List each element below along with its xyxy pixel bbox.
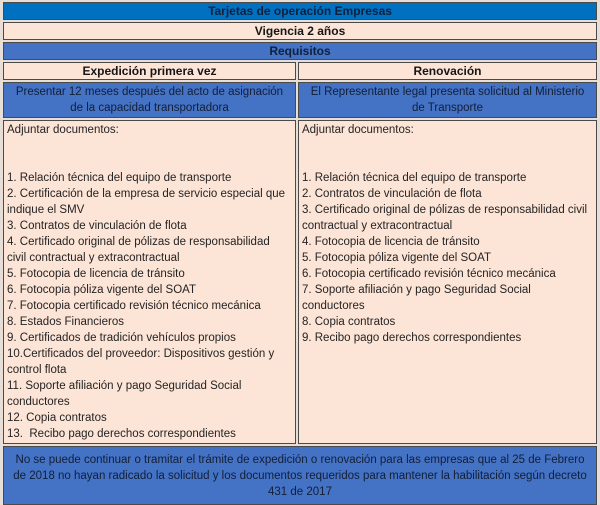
footer-row [3,446,597,505]
document-item: 2. Contratos de vinculación de flota [301,188,482,200]
document-item: 9. Recibo pago derechos correspondientes [301,332,522,344]
spacer [7,138,292,170]
document-item: 4. Fotocopia de licencia de tránsito [301,236,480,248]
document-item: 1. Relación técnica del equipo de transporte [301,172,527,184]
document-item: 9. Certificados de tradición vehículos propios [7,332,236,344]
document-item: 4. Certificado original de pólizas de responsabilidad civil contractual y extracontractual [7,236,273,264]
description-row [3,82,597,118]
column-headers-row [3,62,597,80]
document-item: 13. Recibo pago derechos correspondientes [7,428,236,440]
spacer [302,138,593,170]
description-expedicion: Presentar 12 meses después del acto de asignación de la capacidad transportadora [3,82,296,118]
document-item: 7. Fotocopia certificado revisión técnico mecánica [7,300,261,312]
requirements-label: Requisitos [3,42,597,60]
document-item: 5. Fotocopia póliza vigente del SOAT [301,252,491,264]
document-item: 6. Fotocopia póliza vigente del SOAT [7,284,197,296]
document-item: 5. Fotocopia de licencia de tránsito [7,268,185,280]
document-item: 10.Certificados del proveedor: Dispositivos gestión y control flota [7,348,278,376]
document-item: 12. Copia contratos [7,412,107,424]
description-renovacion: El Representante legal presenta solicitud al Ministerio de Transporte [298,82,597,118]
document-item: 1. Relación técnica del equipo de transporte [7,172,232,184]
document-item: 8. Estados Financieros [7,316,124,328]
title-row [3,2,597,20]
page-title: Tarjetas de operación Empresas [3,2,597,20]
validity-label: Vigencia 2 años [3,22,597,40]
document-item: 6. Fotocopia certificado revisión técnico mecánica [301,268,556,280]
documents-cell-renovacion [298,120,597,444]
footer-note: No se puede continuar o tramitar el trámite de expedición o renovación para las empresas que al 25 de Febrero de 2018 no hayan radicado la solicitud y los documentos requeridos para mantener la habilitación según decreto 431 de 2017 [3,446,597,505]
document-item: 8. Copia contratos [301,316,396,328]
document-item: 11. Soporte afiliación y pago Seguridad Social conductores [7,380,245,408]
validity-row [3,22,597,40]
document-item: 7. Soporte afiliación y pago Seguridad Social conductores [301,284,535,312]
column-header-renovacion: Renovación [298,62,597,80]
attach-documents-label: Adjuntar documentos: [7,124,119,136]
column-header-expedicion: Expedición primera vez [3,62,296,80]
document-item: 3. Contratos de vinculación de flota [7,220,187,232]
requirements-row [3,42,597,60]
attach-documents-label: Adjuntar documentos: [301,124,414,136]
document-item: 2. Certificación de la empresa de servicio especial que indique el SMV [7,188,289,216]
document-item: 3. Certificado original de pólizas de responsabilidad civil contractual y extracontractual [301,204,591,232]
requirements-table [1,0,599,505]
documents-row [3,120,597,444]
documents-cell-expedicion [3,120,296,444]
